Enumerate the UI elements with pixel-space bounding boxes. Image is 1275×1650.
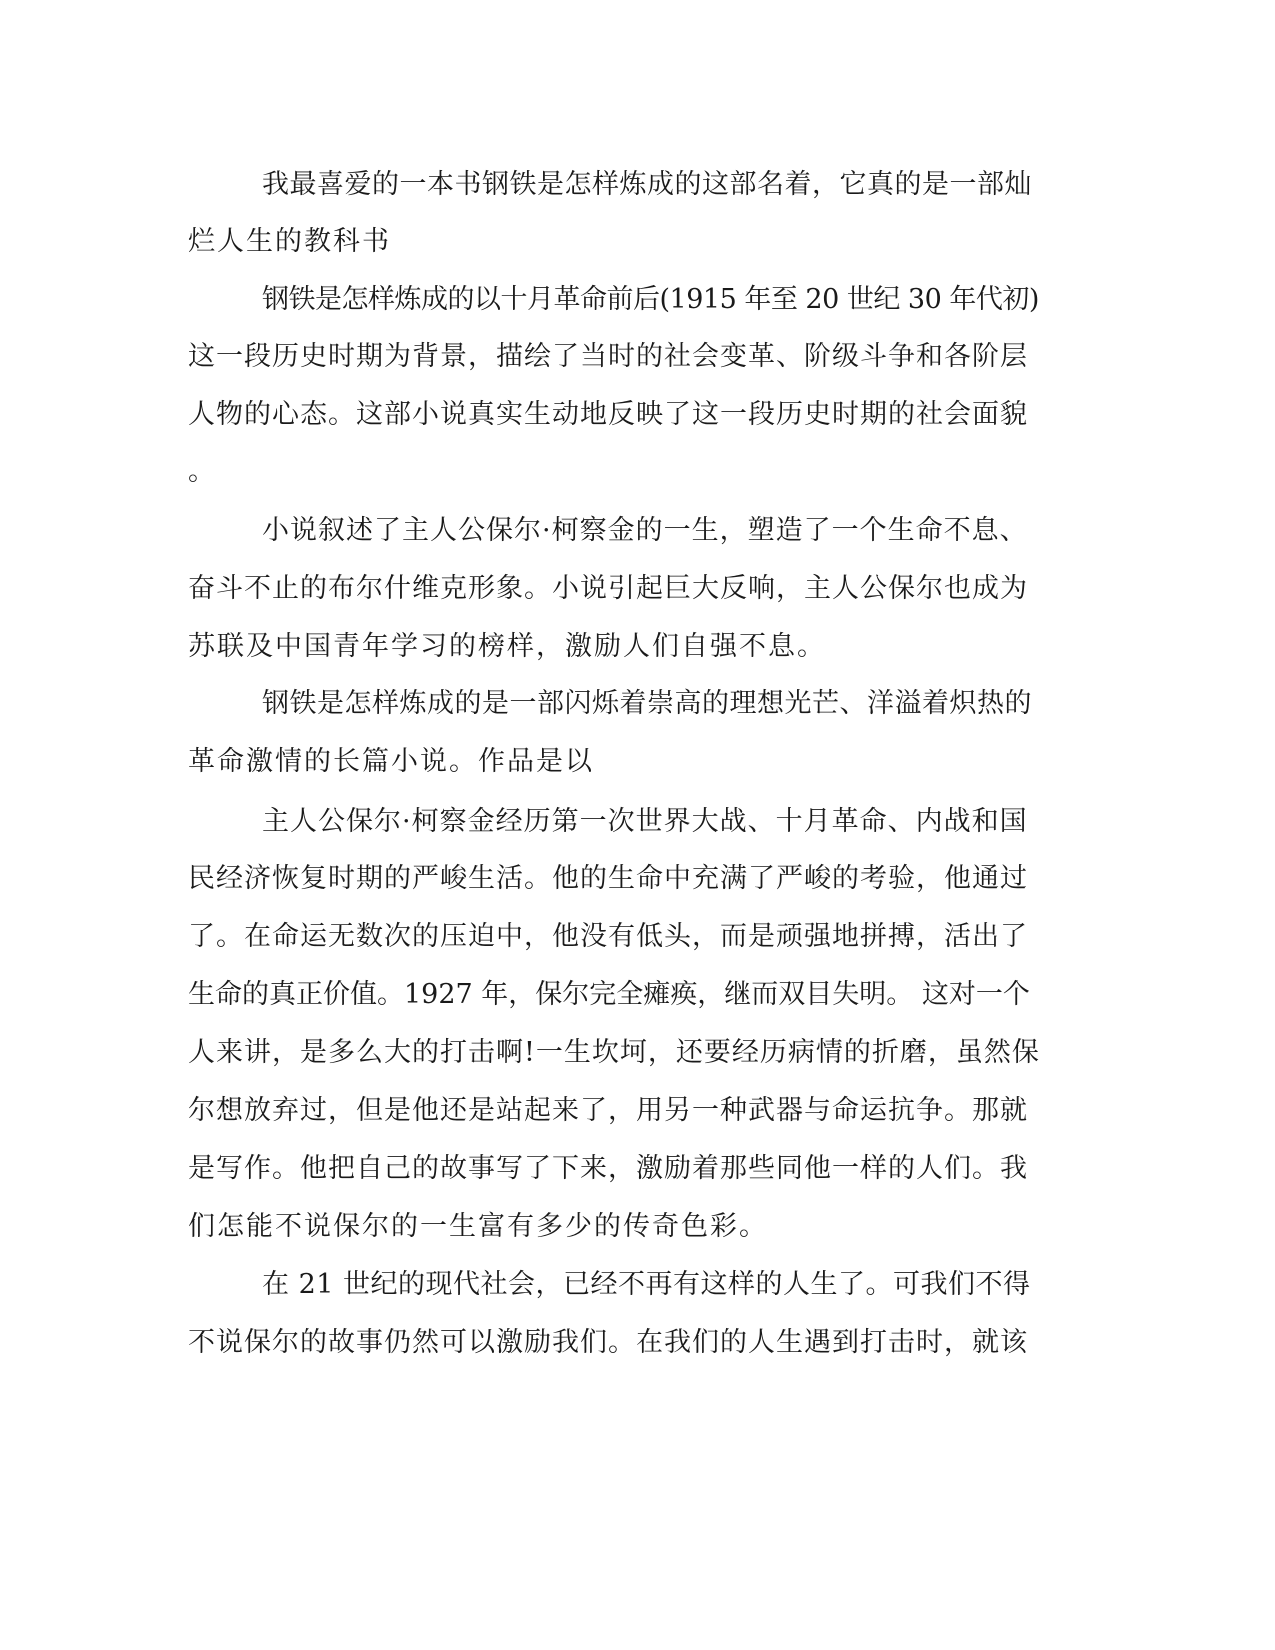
text-line: 。 xyxy=(188,456,217,487)
text-line: 在 21 世纪的现代社会，已经不再有这样的人生了。可我们不得 xyxy=(262,1269,1031,1300)
text-line: 人物的心态。这部小说真实生动地反映了这一段历史时期的社会面貌 xyxy=(188,399,1028,430)
text-line: 尔想放弃过，但是他还是站起来了，用另一种武器与命运抗争。那就 xyxy=(188,1095,1028,1126)
text-line: 人来讲，是多么大的打击啊!一生坎坷，还要经历病情的折磨，虽然保 xyxy=(188,1037,1040,1068)
text-line: 奋斗不止的布尔什维克形象。小说引起巨大反响，主人公保尔也成为 xyxy=(188,573,1028,604)
text-line: 是写作。他把自己的故事写了下来，激励着那些同他一样的人们。我 xyxy=(188,1153,1028,1184)
text-line: 不说保尔的故事仍然可以激励我们。在我们的人生遇到打击时，就该 xyxy=(188,1327,1028,1358)
text-line: 烂人生的教科书 xyxy=(188,226,391,257)
text-line: 这一段历史时期为背景，描绘了当时的社会变革、阶级斗争和各阶层 xyxy=(188,341,1028,372)
text-line: 主人公保尔·柯察金经历第一次世界大战、十月革命、内战和国 xyxy=(262,806,1028,837)
text-line: 革命激情的长篇小说。作品是以 xyxy=(188,746,594,777)
text-line: 了。在命运无数次的压迫中，他没有低头，而是顽强地拼搏，活出了 xyxy=(188,921,1028,952)
text-line: 苏联及中国青年学习的榜样，激励人们自强不息。 xyxy=(188,631,826,662)
text-line: 们怎能不说保尔的一生富有多少的传奇色彩。 xyxy=(188,1211,768,1242)
text-line: 民经济恢复时期的严峻生活。他的生命中充满了严峻的考验，他通过 xyxy=(188,863,1028,894)
text-line: 我最喜爱的一本书钢铁是怎样炼成的这部名着，它真的是一部灿 xyxy=(262,169,1032,200)
text-line: 小说叙述了主人公保尔·柯察金的一生，塑造了一个生命不息、 xyxy=(262,515,1028,546)
text-line: 钢铁是怎样炼成的以十月革命前后(1915 年至 20 世纪 30 年代初) xyxy=(262,284,1039,315)
text-line: 生命的真正价值。1927 年，保尔完全瘫痪，继而双目失明。 这对一个 xyxy=(188,979,1030,1010)
text-line: 钢铁是怎样炼成的是一部闪烁着崇高的理想光芒、洋溢着炽热的 xyxy=(262,688,1032,719)
